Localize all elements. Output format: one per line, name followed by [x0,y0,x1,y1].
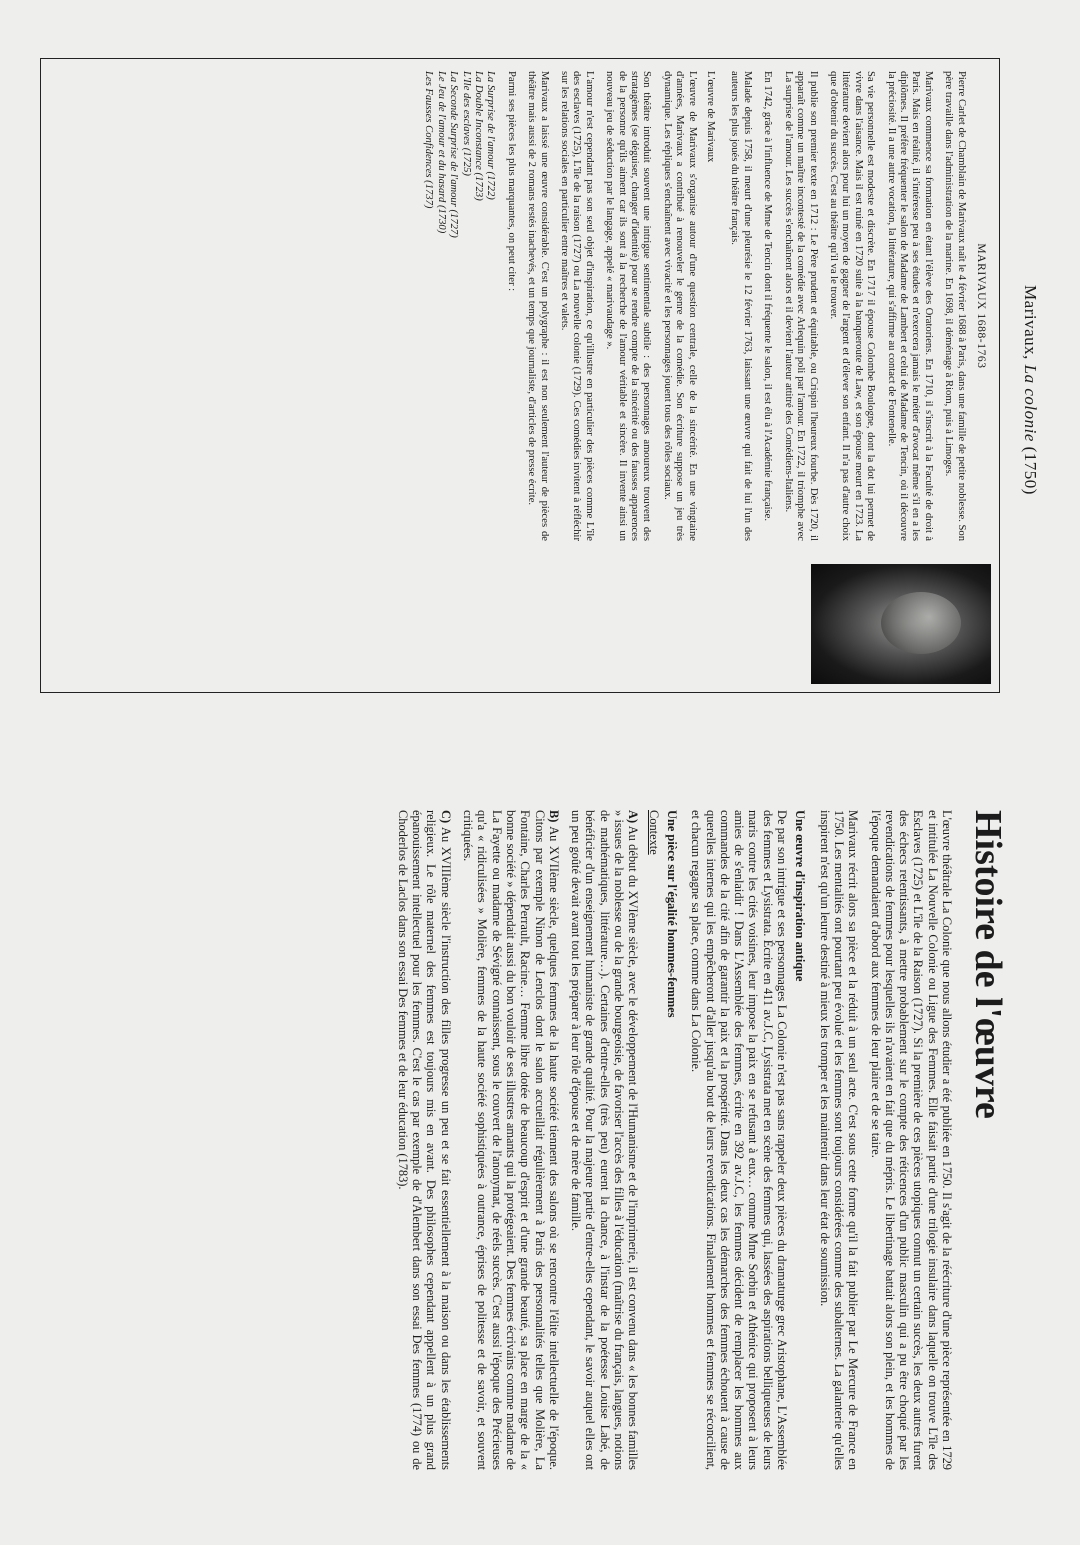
histoire-paragraph-c [396,810,453,1470]
bio-paragraph: Sa vie personnelle est modeste et discrète. En 1717 il épouse Colombe Boulogne, dont la dot lui permet de vivre dans l'aisance. Mais il est ruiné en 1720 suite à la banqueroute de Law, et son épouse meurt en 1723. La littérature devient alors pour lui un moyen de gagner de l'argent et d'élever son enfant. Il n'a pas d'autre choix que d'obtenir du succès. C'est au théâtre qu'il va le trouver. [827,71,877,541]
bio-paragraph: En 1742, grâce à l'influence de Mme de Tencin dont il fréquente le salon, il est élu à l'Académie française. [762,71,774,521]
works-list-item: L'Ile des esclaves (1725) [460,71,472,176]
header-work: La colonie [1021,364,1040,442]
para-label: B) [546,810,561,823]
bio-paragraph: Malade depuis 1758, il meurt d'une pleurésie le 12 février 1763, laissant une œuvre qui fait de lui l'un des auteurs les plus joués du théâtre français. [729,71,753,541]
histoire-paragraph: De par son intrigue et ses personnages La Colonie n'est pas sans rappeler deux pièces du dramaturge grec Aristophane, L'Assemblée des femmes et Lysistrata. Écrite en 411 av.J.C, Lysistrata met en scène des femmes qui, lassées des aspirations belliqueuses de leurs maris contre les cités voisines, leur impose la paix en se refusant à eux… comme Mme Sorbin et Athénice qui proposent à leurs amies de s'enlaidir ! Dans L'Assemblée des femmes, écrite en 392 av.J.C, les femmes décident de remplacer les hommes aux commandes de la cité afin de garantir la paix et la prospérité. Dans les deux cas les démarches des femmes échouent à cause de querelles internes qui les empêcheront d'aller jusqu'au bout de leurs revendications. Finalement hommes et femmes se réconcilient, et chacun regagne sa place, comme dans La Colonie. [689,810,790,1470]
portrait-image [811,564,991,684]
bio-paragraph: Son théâtre introduit souvent une intrigue sentimentale subtile : des personnages amoureux trouvent des stratagèmes (se déguiser, changer d'identité) pour se rendre compte de la sincérité ou des fausses apparences de la personne qu'ils aiment car ils sont à la recherche de l'amour véritable et sincère. Il invente ainsi un nouveau jeu de séduction par le langage, appelé « marivaudage ». [604,71,653,541]
works-list-item: La Surprise de l'amour (1722) [485,71,497,200]
section-heading: Une œuvre d'inspiration antique [793,810,808,982]
para-text: Au début du XVIème siècle, avec le développement de l'Humanisme et de l'imprimerie, il est convenu dans « les bonnes familles » issues de la noblesse ou de la grande bourgeoisie, de favoriser l'accès des filles à l'éducation (maîtrise du français, langues, notions de mathématiques, littérature…). Certaines d'entre-elles (très peu) eurent la chance, à l'instar de la poétesse Louise Labé, de bénéficier d'un enseignement humaniste de grande qualité. Pour la majeure partie d'entre-elles cependant, le savoir auquel elles ont un peu goûté devait avant tout les préparer à leur rôle d'épouse et de mère de famille. [569,810,641,1471]
works-list-item: Le Jeu de l'amour et du hasard (1730) [435,71,447,234]
bio-paragraph: Marivaux commence sa formation en étant l'élève des Oratoriens. En 1710, il s'inscrit à la Faculté de droit à Paris. Mais en réalité, il s'intéresse peu à ses études et n'exercera jamais le métier d'avocat même s'il en a les diplômes. Il préfère fréquenter le salon de Madame de Lambert et celui de Madame de Tencin, où il découvre la préciosité. Il a une autre vocation, la littérature, qui s'affirme au contact de Fontenelle. [885,71,934,541]
histoire-paragraph: L'œuvre théâtrale La Colonie que nous allons étudier a été publiée en 1750. Il s'agit de la réécriture d'une pièce représentée en 1729 et intitulée La Nouvelle Colonie ou Ligue des Femmes. Elle faisait partie d'une trilogie insulaire dans laquelle on trouve L'île des Esclaves (1725) et L'île de la Raison (1727). Si la première de ces pièces utopiques connut un certain succès, les deux autres furent des échecs retentissants, à mettre probablement sur le compte des réticences d'un public masculin qui a pu être choqué par les revendications de femmes pour lesquelles ils n'avaient en fait que du mépris. Le libertinage battait alors son plein, et les hommes de l'époque demandaient d'abord aux femmes de leur plaire et de se taire. [868,810,954,1470]
bio-paragraph: L'amour n'est cependant pas son seul objet d'inspiration, ce qu'illustre en particulier des pièces comme L'île des esclaves (1725), L'île de la raison (1727) ou La nouvelle colonie (1729). Ces comédies invitent à réfléchir sur les relations sociales en particulier entre maîtres et valets. [559,71,595,541]
works-list-item: Les Fausses Confidences (1737) [423,71,435,209]
histoire-title: Histoire de l'œuvre [967,810,1009,1119]
works-list [422,71,496,541]
bio-paragraph: L'œuvre de Marivaux s'organise autour d'une question centrale, celle de la sincérité. En une vingtaine d'années, Marivaux a contribué à renouveler le genre de la comédie. Son écriture suppose un jeu très dynamique. Les répliques s'enchaînent avec vivacité et les personnages jouent tous des rôles sociaux. [661,71,698,541]
histoire-column [388,810,1008,1470]
section-heading: Une pièce sur l'égalité hommes-femmes [664,810,679,1018]
biography-box [40,58,1000,693]
para-label: A) [626,810,641,824]
oeuvre-heading: L'œuvre de Marivaux [705,71,717,163]
bio-paragraph: Pierre Carlet de Chamblain de Marivaux naît le 4 février 1688 à Paris, dans une famille de petite noblesse. Son père travaille dans l'administration de la marine. En 1698, il déménage à Riom, puis à Limoges. [943,71,967,541]
para-text: Au XVIIIème siècle l'instruction des filles progresse un peu et se fait essentiellement à la maison ou dans les établissements religieux. Le rôle maternel des femmes est toujours mis en avant. Des philosophes cependant appellent à un plus grand épanouissement intellectuel pour les femmes. C'est le cas par exemple de d'Alembert dans son essai Des femmes (1774) ou de Choderlos de Laclos dans son essai Des femmes et de leur éducation (1783). [395,810,453,1470]
portrait-face [881,592,961,654]
works-list-item: La Seconde Surprise de l'amour (1727) [448,71,460,238]
context-heading: Contexte [646,810,661,855]
bio-paragraph: Marivaux a laissé une œuvre considérable. C'est un polygraphe : il est non seulement l'auteur de pièces de théâtre mais aussi de 2 romans restés inachevés, et un temps que journaliste, d'articles de presse écrite. [526,71,550,541]
histoire-paragraph: Marivaux récrit alors sa pièce et la réduit à un seul acte. C'est sous cette forme qu'il la fait publier par Le Mercure de France en 1750. Les mentalités ont pourtant peu évolué et les femmes sont toujours considérées comme des subalternes. La galanterie qu'elles inspirent n'est qu'un leurre destiné à mieux les tromper et les maintenir dans leur état de soumission. [817,810,861,1470]
header-year: (1750) [1021,446,1040,495]
para-text: Au XVIIème siècle, quelques femmes de la haute société tiennent des salons où se rencontre l'élite intellectuelle de l'époque. Citons par exemple Ninon de Lenclos dont le salon accueillait régulièrement à Paris des personnalités telles que Molière, La Fontaine, Charles Perrault, Racine… Femme libre dotée de beaucoup d'esprit et d'une grande beauté, sa place en marge de la « bonne société » dépendait aussi du bon vouloir de ses illustres amants qui la protégeaient. Des femmes écrivains comme madame de La Fayette ou madame de Sévigné connaissent, sous le couvert de l'anonymat, de réels succès. C'est aussi l'époque des Précieuses qu'a « ridiculisées » Molière, femmes de la haute société sophistiquées à outrance, éprises de politesse et de savoir, et souvent critiquées. [461,810,561,1471]
works-list-item: La Double Inconstance (1723) [473,71,484,201]
bio-paragraph: Il publie son premier texte en 1712 : Le Père prudent et équitable, ou Crispin l'heureux fourbe. Dès 1720, il apparaît comme un maître incontesté de la comédie avec Arlequin poli par l'amour. En 1722, il triomphe avec La surprise de l'amour. Les succès s'enchaînent alors et il devient l'auteur attitré des Comédiens-Italiens. [782,71,819,541]
histoire-paragraph-a [569,810,640,1470]
bio-paragraph: Parmi ses pièces les plus marquantes, on peut citer : [505,71,517,292]
para-label: C) [438,810,453,824]
page-header [1020,40,1040,740]
header-author: Marivaux, [1021,285,1040,360]
bio-title: MARIVAUX 1688-1763 [975,243,987,369]
histoire-paragraph-b [461,810,561,1470]
biography-text [422,71,991,541]
